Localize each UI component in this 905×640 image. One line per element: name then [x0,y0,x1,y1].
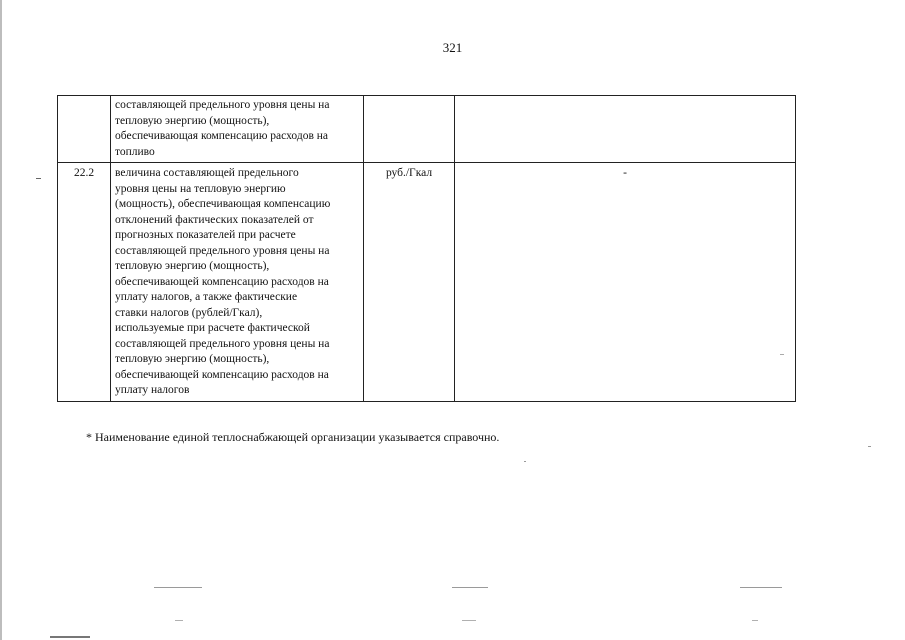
row-number-cell: 22.2 [58,163,111,402]
name-line: величина составляющей предельного [115,167,299,179]
name-line: уплату налогов [115,384,190,396]
name-line: ставки налогов (рублей/Гкал), [115,306,263,319]
indicator-table [57,95,796,402]
name-line: топливо [115,145,155,158]
row-name-cell [111,163,364,402]
name-line: (мощность), обеспечивающая компенсацию [115,198,331,210]
page-number: 321 [442,40,463,55]
name-line: тепловую энергию (мощность), [115,353,270,365]
name-line: уплату налогов, а также фактические [115,291,298,303]
name-line: уровня цены на тепловую энергию [115,182,286,195]
name-line: обеспечивающей компенсацию расходов на [115,275,329,288]
scan-artifact [868,446,871,447]
name-line: прогнозных показателей при расчете [115,229,296,241]
scan-artifact [740,587,782,588]
scan-artifact [752,620,758,621]
row-name-cell [111,96,364,163]
scan-artifact [50,636,90,638]
name-line: тепловую энергию (мощность), [115,114,270,127]
scan-artifact [524,461,526,462]
row-number-cell [58,96,111,163]
name-line: составляющей предельного уровня цены на [115,337,330,350]
name-line: обеспечивающей компенсацию расходов на [115,368,329,381]
name-line: составляющей предельного уровня цены на [115,244,330,257]
footnote: * Наименование единой теплоснабжающей организации указывается справочно. [86,430,500,444]
scan-artifact [452,587,488,588]
scan-artifact [462,620,476,621]
name-line: отклонений фактических показателей от [115,213,314,226]
name-line: обеспечивающая компенсацию расходов на [115,130,329,142]
scan-artifact [154,587,202,588]
row-value-cell [455,96,796,163]
scan-artifact [36,178,41,179]
scan-artifact [175,620,183,621]
row-unit-cell [364,96,455,163]
name-line: составляющей предельного уровня цены на [115,99,330,111]
name-line: тепловую энергию (мощность), [115,260,270,272]
row-unit-cell: руб./Гкал [364,163,455,402]
scan-edge-line [0,0,2,640]
table-row [58,96,796,163]
scan-artifact [780,354,784,355]
name-line: используемые при расчете фактической [115,322,310,334]
row-value-cell: - [455,163,796,402]
table-row [58,163,796,402]
